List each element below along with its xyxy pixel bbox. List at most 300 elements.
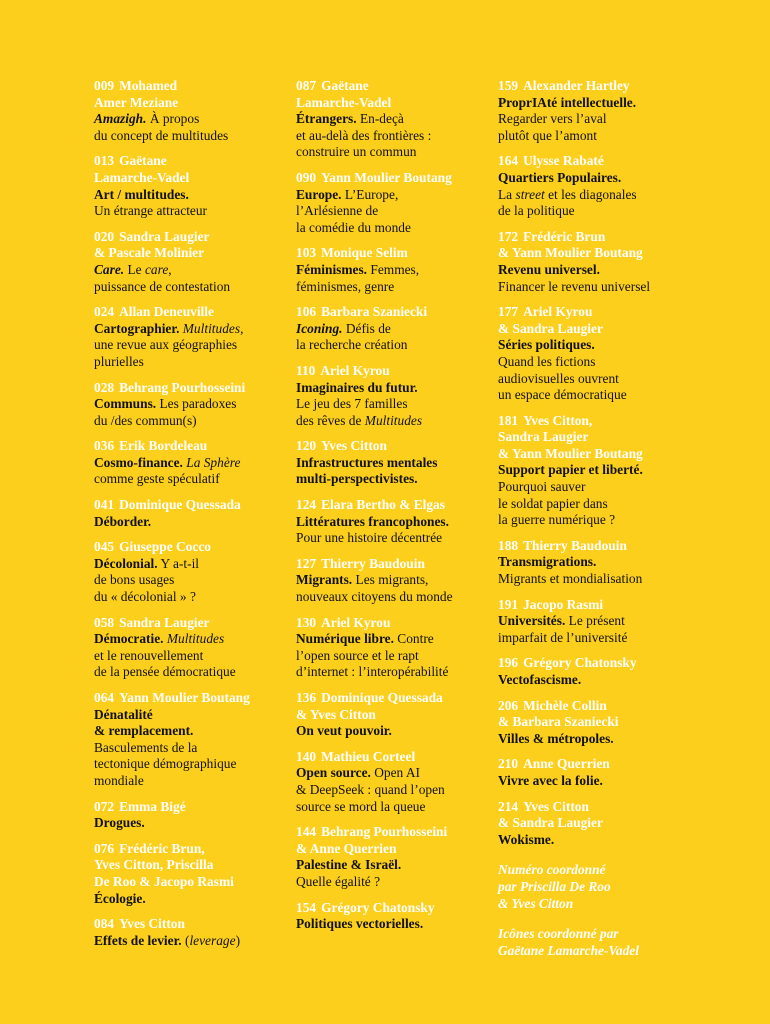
- description-text: et les diagonales: [544, 186, 637, 202]
- entry-title: Support papier et liberté.: [498, 462, 643, 478]
- description-line: [296, 471, 488, 488]
- author-name: Ariel Kyrou: [523, 304, 593, 320]
- toc-entry: [94, 497, 284, 530]
- description-text: la guerre numérique ?: [498, 512, 616, 528]
- description-line: [296, 874, 488, 891]
- description-text: source se mord la queue: [296, 798, 426, 814]
- page-number: 064: [94, 690, 115, 705]
- toc-entry: [94, 841, 284, 907]
- description-text: & DeepSeek : quand l’open: [296, 781, 445, 797]
- author-line: [296, 304, 488, 321]
- toc-entry: [296, 170, 488, 236]
- author-name: De Roo & Jacopo Rasmi: [94, 873, 234, 889]
- entry-author: [94, 799, 284, 816]
- page-number: 177: [498, 304, 519, 320]
- entry-author: [94, 78, 284, 111]
- description-text: ,: [168, 261, 172, 277]
- entry-title: Démocratie.: [94, 631, 164, 647]
- entry-description: [296, 111, 488, 161]
- page-number: 072: [94, 798, 115, 814]
- entry-author: [94, 304, 284, 321]
- description-line: [498, 554, 698, 571]
- entry-author: [94, 497, 284, 514]
- toc-entry: [296, 304, 488, 354]
- page-number: 103: [296, 245, 317, 261]
- author-line: [94, 799, 284, 816]
- toc-entry: [296, 438, 488, 488]
- entry-author: [296, 245, 488, 262]
- author-line: [296, 363, 488, 380]
- entry-title: On veut pouvoir.: [296, 723, 392, 739]
- author-line: [296, 841, 488, 858]
- description-line: [94, 556, 284, 573]
- author-name: Alexander Hartley: [523, 78, 630, 93]
- description-line: [498, 832, 698, 849]
- page-number: 127: [296, 555, 317, 571]
- description-text: Basculements de la: [94, 739, 198, 755]
- entry-author: [296, 497, 488, 514]
- description-text: Financer le revenu universel: [498, 278, 651, 294]
- entry-description: [296, 857, 488, 890]
- description-line: [94, 396, 284, 413]
- description-line: [498, 111, 698, 128]
- toc-entry: [94, 78, 284, 144]
- description-line: [94, 933, 284, 950]
- author-line: [498, 655, 698, 672]
- entry-author: [498, 538, 698, 555]
- description-line: [498, 462, 698, 479]
- toc-entry: [498, 413, 698, 529]
- description-text: comme geste spéculatif: [94, 471, 220, 487]
- toc-entry: [296, 749, 488, 815]
- description-text: la comédie du monde: [296, 219, 411, 235]
- description-line: [296, 664, 488, 681]
- description-line: [94, 707, 284, 724]
- entry-author: [498, 78, 698, 95]
- entry-title: Littératures francophones.: [296, 513, 449, 529]
- toc-entry: [296, 556, 488, 606]
- author-name: Behrang Pourhosseini: [119, 379, 246, 395]
- page-number: 210: [498, 756, 519, 772]
- author-name: Michèle Collin: [523, 697, 607, 713]
- author-name: Barbara Szaniecki: [321, 304, 428, 320]
- description-line: [94, 111, 284, 128]
- description-text: Regarder vers l’aval: [498, 111, 607, 127]
- author-line: [296, 497, 488, 514]
- author-line: [296, 438, 488, 455]
- entry-title: Étrangers.: [296, 111, 357, 127]
- entry-author: [498, 756, 698, 773]
- entry-author: [296, 900, 488, 917]
- description-text: Pour une histoire décentrée: [296, 530, 443, 546]
- entry-author: [498, 597, 698, 614]
- author-line: [94, 539, 284, 556]
- description-line: [498, 512, 698, 529]
- author-name: Monique Selim: [321, 245, 408, 261]
- credit-line: Gaëtane Lamarche-Vadel: [498, 942, 639, 958]
- entry-description: [94, 891, 284, 908]
- description-line: [296, 723, 488, 740]
- toc-entry: [94, 153, 284, 219]
- page-number: 058: [94, 614, 115, 630]
- entry-description: [498, 262, 698, 295]
- author-name: Ulysse Rabaté: [523, 153, 604, 169]
- description-line: [296, 799, 488, 816]
- toc-entry: [94, 539, 284, 605]
- entry-author: [94, 380, 284, 397]
- entry-title: Féminismes.: [296, 261, 368, 277]
- entry-author: [94, 438, 284, 455]
- toc-column-3: [498, 78, 698, 959]
- description-text: mondiale: [94, 772, 144, 788]
- entry-description: [296, 765, 488, 815]
- entry-description: [296, 572, 488, 605]
- description-text: du concept de multitudes: [94, 127, 229, 143]
- entry-author: [296, 304, 488, 321]
- description-line: [296, 337, 488, 354]
- description-line: [94, 815, 284, 832]
- description-line: [498, 128, 698, 145]
- description-text: de la politique: [498, 203, 575, 219]
- description-line: [296, 455, 488, 472]
- description-text: audiovisuelles ouvrent: [498, 370, 619, 386]
- entry-title: multi-perspectivistes.: [296, 471, 418, 487]
- toc-entry: [498, 153, 698, 219]
- description-line: [296, 916, 488, 933]
- description-text: Quand les fictions: [498, 353, 596, 369]
- author-line: [498, 815, 698, 832]
- description-line: [296, 857, 488, 874]
- author-line: [296, 78, 488, 95]
- description-text: et au-delà des frontières :: [296, 127, 432, 143]
- entry-description: [94, 933, 284, 950]
- page-number: 084: [94, 916, 115, 932]
- entry-title: Vectofascisme.: [498, 672, 582, 687]
- author-line: [94, 153, 284, 170]
- toc-entry: [296, 900, 488, 933]
- author-name: Lamarche-Vadel: [94, 169, 190, 185]
- author-line: [94, 615, 284, 632]
- author-line: [296, 690, 488, 707]
- entry-title: Écologie.: [94, 890, 146, 906]
- page-number: 009: [94, 78, 115, 93]
- author-line: [498, 597, 698, 614]
- entry-description: [498, 170, 698, 220]
- description-line: [296, 203, 488, 220]
- description-line: [296, 187, 488, 204]
- entry-title: Universités.: [498, 613, 566, 629]
- page-number: 076: [94, 840, 115, 856]
- description-text: street: [515, 186, 545, 202]
- page-number: 024: [94, 304, 115, 320]
- description-text: de la pensée démocratique: [94, 664, 236, 680]
- description-line: [94, 891, 284, 908]
- author-name: & Barbara Szaniecki: [498, 714, 619, 730]
- description-line: [94, 471, 284, 488]
- description-line: [94, 187, 284, 204]
- author-name: Mathieu Corteel: [321, 748, 416, 764]
- description-line: [94, 572, 284, 589]
- author-line: [296, 245, 488, 262]
- toc-entry: [498, 698, 698, 748]
- description-text: Multitudes: [182, 320, 241, 336]
- author-line: [498, 446, 698, 463]
- author-name: Yves Citton, Priscilla: [94, 857, 214, 873]
- author-name: Erik Bordeleau: [119, 438, 208, 454]
- page-number: 045: [94, 539, 115, 555]
- entry-description: [296, 916, 488, 933]
- description-line: [498, 731, 698, 748]
- description-line: [498, 170, 698, 187]
- toc-entry: [296, 615, 488, 681]
- toc-entry: [94, 799, 284, 832]
- entry-description: [296, 321, 488, 354]
- entry-title: Palestine & Israël.: [296, 857, 402, 873]
- description-line: [296, 144, 488, 161]
- toc-entry: [94, 690, 284, 790]
- toc-entry: [498, 78, 698, 144]
- author-name: Amer Meziane: [94, 94, 179, 110]
- author-line: [94, 916, 284, 933]
- page-number: 120: [296, 438, 317, 454]
- author-name: Thierry Baudouin: [321, 555, 425, 571]
- description-text: Le présent: [565, 613, 625, 629]
- page-number: 188: [498, 537, 519, 553]
- description-line: [498, 613, 698, 630]
- author-name: Mohamed: [119, 78, 178, 93]
- entry-title: Vivre avec la folie.: [498, 772, 603, 788]
- author-line: [498, 756, 698, 773]
- description-line: [498, 279, 698, 296]
- author-line: [94, 497, 284, 514]
- author-line: [498, 245, 698, 262]
- entry-description: [296, 455, 488, 488]
- description-line: [498, 371, 698, 388]
- author-name: Gaëtane: [119, 153, 167, 169]
- description-line: [296, 514, 488, 531]
- author-name: Grégory Chatonsky: [321, 899, 435, 915]
- description-text: imparfait de l’université: [498, 629, 628, 645]
- author-line: [498, 304, 698, 321]
- author-name: Dominique Quessada: [119, 497, 241, 513]
- toc-entry: [296, 78, 488, 161]
- entry-title: Politiques vectorielles.: [296, 916, 424, 932]
- toc-entry: [498, 304, 698, 404]
- entry-description: [296, 380, 488, 430]
- description-text: une revue aux géographies: [94, 337, 238, 353]
- author-name: Yves Citton,: [523, 412, 593, 428]
- entry-author: [498, 229, 698, 262]
- description-text: ,: [240, 320, 244, 336]
- description-line: [296, 380, 488, 397]
- entry-description: [94, 396, 284, 429]
- toc-entry: [94, 615, 284, 681]
- entry-title: Dénatalité: [94, 706, 153, 722]
- description-line: [498, 672, 698, 689]
- description-line: [94, 128, 284, 145]
- entry-description: [94, 631, 284, 681]
- entry-author: [296, 363, 488, 380]
- description-text: un espace démocratique: [498, 387, 627, 403]
- author-line: [296, 170, 488, 187]
- page-number: 214: [498, 798, 519, 814]
- author-name: Dominique Quessada: [321, 690, 443, 705]
- page-number: 106: [296, 304, 317, 320]
- page-number: 140: [296, 748, 317, 764]
- description-text: Le jeu des 7 familles: [296, 396, 408, 412]
- author-line: [296, 556, 488, 573]
- author-line: [296, 824, 488, 841]
- entry-author: [94, 539, 284, 556]
- entry-description: [498, 773, 698, 790]
- description-line: [94, 740, 284, 757]
- author-name: Yves Citton: [321, 438, 387, 454]
- entry-description: [296, 187, 488, 237]
- author-line: [296, 615, 488, 632]
- author-name: Frédéric Brun,: [119, 840, 205, 856]
- entry-description: [94, 707, 284, 790]
- entry-title: Séries politiques.: [498, 337, 595, 353]
- author-line: [94, 857, 284, 874]
- author-line: [94, 245, 284, 262]
- author-name: Allan Deneuville: [119, 304, 214, 320]
- entry-description: [94, 455, 284, 488]
- description-text: puissance de contestation: [94, 278, 231, 294]
- entry-title: Quartiers Populaires.: [498, 169, 622, 185]
- toc-entry: [94, 304, 284, 370]
- entry-title: Infrastructures mentales: [296, 454, 438, 470]
- description-text: Multitudes: [166, 631, 225, 647]
- page-number: 020: [94, 228, 115, 244]
- author-name: Ariel Kyrou: [320, 362, 390, 378]
- entry-author: [94, 153, 284, 186]
- author-name: Emma Bigé: [119, 798, 186, 814]
- page-number: 041: [94, 497, 115, 513]
- page-number: 124: [296, 497, 317, 513]
- entry-description: [94, 514, 284, 531]
- description-line: [498, 262, 698, 279]
- author-name: Gaëtane: [321, 78, 369, 93]
- author-name: Thierry Baudouin: [523, 537, 627, 553]
- entry-description: [94, 556, 284, 606]
- entry-author: [296, 556, 488, 573]
- description-text: de bons usages: [94, 572, 175, 588]
- description-line: [296, 321, 488, 338]
- entry-description: [498, 832, 698, 849]
- author-name: & Yann Moulier Boutang: [498, 245, 643, 261]
- author-line: [498, 78, 698, 95]
- credit-line: Icônes coordonné par: [498, 926, 619, 942]
- entry-author: [296, 170, 488, 187]
- description-line: [296, 782, 488, 799]
- author-line: [498, 714, 698, 731]
- author-name: Yves Citton: [119, 916, 185, 932]
- entry-author: [94, 229, 284, 262]
- page-number: 172: [498, 228, 519, 244]
- toc-entry: [498, 229, 698, 295]
- author-name: Lamarche-Vadel: [296, 94, 392, 110]
- entry-description: [94, 187, 284, 220]
- credit-line: & Yves Citton: [498, 895, 574, 911]
- author-line: [94, 78, 284, 95]
- description-line: [94, 514, 284, 531]
- description-line: [296, 220, 488, 237]
- description-line: [94, 455, 284, 472]
- credit-line: par Priscilla De Roo: [498, 878, 611, 894]
- description-text: La: [498, 186, 516, 202]
- description-text: des rêves de: [296, 412, 365, 428]
- entry-description: [498, 672, 698, 689]
- description-line: [94, 589, 284, 606]
- entry-title: Europe.: [296, 186, 342, 202]
- description-text: du /des commun(s): [94, 412, 197, 428]
- author-name: Elara Bertho & Elgas: [321, 497, 445, 513]
- author-name: Jacopo Rasmi: [523, 596, 604, 612]
- description-text: ): [235, 932, 241, 948]
- description-line: [296, 128, 488, 145]
- entry-title: Migrants.: [296, 572, 353, 588]
- author-name: Yann Moulier Boutang: [119, 690, 250, 705]
- author-name: Yves Citton: [523, 798, 589, 814]
- author-name: Grégory Chatonsky: [523, 655, 637, 671]
- entry-title: Cosmo-finance.: [94, 454, 183, 470]
- entry-author: [94, 841, 284, 891]
- description-line: [94, 631, 284, 648]
- entry-author: [296, 749, 488, 766]
- description-text: l’open source et le rapt: [296, 647, 419, 663]
- description-text: nouveaux citoyens du monde: [296, 589, 453, 605]
- entry-title: Care.: [94, 261, 125, 277]
- entry-description: [94, 111, 284, 144]
- toc-entry: [498, 655, 698, 688]
- author-name: Yann Moulier Boutang: [321, 169, 452, 185]
- author-name: Anne Querrien: [523, 756, 610, 772]
- entry-description: [498, 554, 698, 587]
- entry-author: [94, 615, 284, 632]
- toc-entry: [498, 538, 698, 588]
- entry-author: [498, 799, 698, 832]
- author-line: [94, 690, 284, 707]
- page-number: 090: [296, 169, 317, 185]
- description-line: [94, 756, 284, 773]
- entry-title: Drogues.: [94, 815, 145, 831]
- entry-author: [498, 153, 698, 170]
- description-text: Open AI: [370, 765, 420, 781]
- toc-entry: [296, 497, 488, 547]
- description-text: plutôt que l’amont: [498, 127, 597, 143]
- toc-entry: [94, 380, 284, 430]
- author-line: [296, 749, 488, 766]
- page-number: 130: [296, 614, 317, 630]
- entry-author: [498, 304, 698, 337]
- description-line: [296, 572, 488, 589]
- entry-title: Cartographier.: [94, 320, 180, 336]
- entry-title: ProprIAté intellectuelle.: [498, 94, 637, 110]
- toc-entry: [94, 229, 284, 295]
- credits-block: [498, 862, 698, 959]
- entry-title: Imaginaires du futur.: [296, 379, 418, 395]
- entry-description: [498, 462, 698, 528]
- toc-column-2: [296, 78, 488, 942]
- description-text: care: [144, 261, 169, 277]
- description-line: [296, 396, 488, 413]
- entry-title: & remplacement.: [94, 723, 194, 739]
- entry-author: [94, 916, 284, 933]
- page-number: 164: [498, 153, 519, 169]
- description-line: [498, 773, 698, 790]
- description-text: Femmes,: [367, 261, 420, 277]
- description-line: [94, 723, 284, 740]
